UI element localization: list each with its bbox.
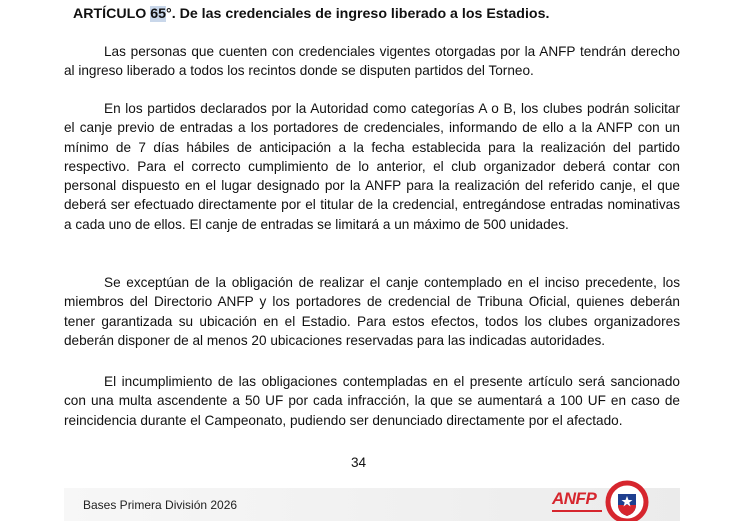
paragraph-1: Las personas que cuenten con credenciales vigentes otorgadas por la ANFP tendrán derecho al ingreso liberado a todos los recintos donde se disputen partidos del Torneo. (64, 44, 680, 79)
paragraph-2: En los partidos declarados por la Autoridad como categorías A o B, los clubes podrán solicitar el canje previo de entradas a los portadores de credenciales, informando de ello a la ANFP con un mínimo de 7 días hábiles de anticipación a la fecha establecida para la realización del partido respectivo. Para el correcto cumplimiento de lo anterior, el club organizador deberá contar con personal dispuesto en el lugar designado por la ANFP para la realización del referido canje, el que deberá ser efectuado directamente por el titular de la credencial, entregándose entradas nominativas a cada uno de ellos. El canje de entradas se limitará a un máximo de 500 unidades. (64, 101, 680, 232)
footer-title: Bases Primera División 2026 (83, 498, 238, 512)
anfp-logo: ANFP (552, 488, 602, 512)
article-number-selected[interactable]: 65 (150, 6, 167, 22)
federation-crest-icon (605, 478, 649, 521)
page-number-text: 34 (350, 455, 367, 470)
paragraph-3: Se exceptúan de la obligación de realizar el canje contemplado en el inciso precedente, los miembros del Directorio ANFP y los portadores de credencial de Tribuna Oficial, quienes deberán tener garantizada su ubicación en el Estadio. Para estos efectos, todos los clubes organizadores deberán disponer de al menos 20 ubicaciones reservadas para las indicadas autoridades. (64, 275, 680, 348)
page-number (0, 453, 741, 472)
article-title: °. De las credenciales de ingreso liberado a los Estadios. (166, 6, 550, 22)
article-heading (73, 4, 549, 24)
paragraph-4: El incumplimiento de las obligaciones contempladas en el presente artículo será sancionado con una multa ascendente a 50 UF por cada infracción, la que se aumentará a 100 UF en caso de reincidencia durante el Campeonato, pudiendo ser denunciado directamente por el afectado. (64, 374, 680, 428)
article-label: ARTÍCULO (73, 6, 151, 22)
